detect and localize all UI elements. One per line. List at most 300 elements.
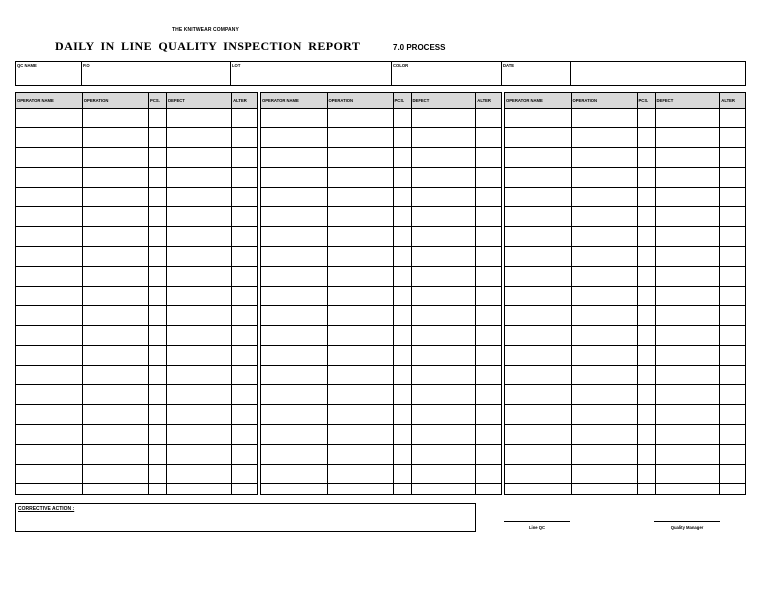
table-cell[interactable] xyxy=(637,187,655,207)
table-cell[interactable] xyxy=(16,385,82,405)
table-cell[interactable] xyxy=(261,385,327,405)
corrective-action-box[interactable] xyxy=(15,503,476,532)
table-cell[interactable] xyxy=(505,286,571,306)
table-cell[interactable] xyxy=(476,266,501,286)
table-cell[interactable] xyxy=(505,405,571,425)
table-cell[interactable] xyxy=(327,266,393,286)
table-cell[interactable] xyxy=(720,326,745,346)
table-cell[interactable] xyxy=(16,266,82,286)
table-cell[interactable] xyxy=(82,484,148,494)
table-cell[interactable] xyxy=(720,266,745,286)
table-cell[interactable] xyxy=(327,385,393,405)
table-cell[interactable] xyxy=(411,246,476,266)
table-cell[interactable] xyxy=(720,187,745,207)
table-cell[interactable] xyxy=(637,464,655,484)
table-cell[interactable] xyxy=(411,326,476,346)
table-cell[interactable] xyxy=(327,246,393,266)
table-cell[interactable] xyxy=(393,326,411,346)
table-cell[interactable] xyxy=(149,227,167,247)
table-cell[interactable] xyxy=(327,207,393,227)
table-cell[interactable] xyxy=(393,365,411,385)
table-cell[interactable] xyxy=(327,365,393,385)
table-cell[interactable] xyxy=(149,425,167,445)
table-cell[interactable] xyxy=(261,365,327,385)
table-cell[interactable] xyxy=(82,425,148,445)
table-cell[interactable] xyxy=(476,365,501,385)
table-cell[interactable] xyxy=(637,444,655,464)
table-cell[interactable] xyxy=(505,464,571,484)
table-cell[interactable] xyxy=(82,385,148,405)
table-cell[interactable] xyxy=(327,128,393,148)
table-cell[interactable] xyxy=(16,345,82,365)
table-cell[interactable] xyxy=(393,405,411,425)
table-cell[interactable] xyxy=(411,405,476,425)
table-cell[interactable] xyxy=(327,148,393,168)
table-cell[interactable] xyxy=(232,286,257,306)
table-cell[interactable] xyxy=(505,167,571,187)
table-cell[interactable] xyxy=(505,266,571,286)
table-cell[interactable] xyxy=(411,167,476,187)
table-cell[interactable] xyxy=(476,444,501,464)
table-cell[interactable] xyxy=(505,128,571,148)
table-cell[interactable] xyxy=(476,167,501,187)
table-cell[interactable] xyxy=(571,326,637,346)
table-cell[interactable] xyxy=(411,148,476,168)
table-cell[interactable] xyxy=(476,405,501,425)
table-cell[interactable] xyxy=(393,227,411,247)
table-cell[interactable] xyxy=(476,345,501,365)
table-cell[interactable] xyxy=(571,266,637,286)
table-cell[interactable] xyxy=(505,326,571,346)
table-cell[interactable] xyxy=(655,444,720,464)
table-cell[interactable] xyxy=(476,108,501,128)
table-cell[interactable] xyxy=(505,187,571,207)
table-cell[interactable] xyxy=(16,464,82,484)
color-field[interactable] xyxy=(392,62,502,85)
table-cell[interactable] xyxy=(82,266,148,286)
table-cell[interactable] xyxy=(411,286,476,306)
table-cell[interactable] xyxy=(261,405,327,425)
table-cell[interactable] xyxy=(327,425,393,445)
table-cell[interactable] xyxy=(720,405,745,425)
table-cell[interactable] xyxy=(232,128,257,148)
table-cell[interactable] xyxy=(232,187,257,207)
table-cell[interactable] xyxy=(393,464,411,484)
table-cell[interactable] xyxy=(393,286,411,306)
table-cell[interactable] xyxy=(655,187,720,207)
table-cell[interactable] xyxy=(476,246,501,266)
table-cell[interactable] xyxy=(411,207,476,227)
table-cell[interactable] xyxy=(232,425,257,445)
table-cell[interactable] xyxy=(393,148,411,168)
table-cell[interactable] xyxy=(505,207,571,227)
table-cell[interactable] xyxy=(476,227,501,247)
table-cell[interactable] xyxy=(393,385,411,405)
table-cell[interactable] xyxy=(637,484,655,494)
table-cell[interactable] xyxy=(16,286,82,306)
lot-field[interactable] xyxy=(231,62,392,85)
table-cell[interactable] xyxy=(149,306,167,326)
table-cell[interactable] xyxy=(167,385,232,405)
table-cell[interactable] xyxy=(149,187,167,207)
table-cell[interactable] xyxy=(232,227,257,247)
table-cell[interactable] xyxy=(261,464,327,484)
table-cell[interactable] xyxy=(411,227,476,247)
table-cell[interactable] xyxy=(655,167,720,187)
table-cell[interactable] xyxy=(261,108,327,128)
table-cell[interactable] xyxy=(476,385,501,405)
table-cell[interactable] xyxy=(411,385,476,405)
table-cell[interactable] xyxy=(637,167,655,187)
table-cell[interactable] xyxy=(720,345,745,365)
table-cell[interactable] xyxy=(149,207,167,227)
table-cell[interactable] xyxy=(720,286,745,306)
table-cell[interactable] xyxy=(655,108,720,128)
table-cell[interactable] xyxy=(505,227,571,247)
table-cell[interactable] xyxy=(411,266,476,286)
table-cell[interactable] xyxy=(720,108,745,128)
table-cell[interactable] xyxy=(327,108,393,128)
table-cell[interactable] xyxy=(571,227,637,247)
table-cell[interactable] xyxy=(16,246,82,266)
table-cell[interactable] xyxy=(82,365,148,385)
table-cell[interactable] xyxy=(655,484,720,494)
table-cell[interactable] xyxy=(16,405,82,425)
table-cell[interactable] xyxy=(82,405,148,425)
table-cell[interactable] xyxy=(232,246,257,266)
table-cell[interactable] xyxy=(82,148,148,168)
table-cell[interactable] xyxy=(327,405,393,425)
table-cell[interactable] xyxy=(571,207,637,227)
table-cell[interactable] xyxy=(149,286,167,306)
table-cell[interactable] xyxy=(327,286,393,306)
table-cell[interactable] xyxy=(637,345,655,365)
table-cell[interactable] xyxy=(655,385,720,405)
table-cell[interactable] xyxy=(82,227,148,247)
table-cell[interactable] xyxy=(393,484,411,494)
table-cell[interactable] xyxy=(505,425,571,445)
table-cell[interactable] xyxy=(82,326,148,346)
table-cell[interactable] xyxy=(232,464,257,484)
table-cell[interactable] xyxy=(571,246,637,266)
table-cell[interactable] xyxy=(167,207,232,227)
table-cell[interactable] xyxy=(327,227,393,247)
table-cell[interactable] xyxy=(232,167,257,187)
table-cell[interactable] xyxy=(476,326,501,346)
table-cell[interactable] xyxy=(571,286,637,306)
table-cell[interactable] xyxy=(327,187,393,207)
table-cell[interactable] xyxy=(261,286,327,306)
table-cell[interactable] xyxy=(232,306,257,326)
table-cell[interactable] xyxy=(655,425,720,445)
table-cell[interactable] xyxy=(261,484,327,494)
table-cell[interactable] xyxy=(637,286,655,306)
table-cell[interactable] xyxy=(167,167,232,187)
table-cell[interactable] xyxy=(167,365,232,385)
table-cell[interactable] xyxy=(393,108,411,128)
table-cell[interactable] xyxy=(393,306,411,326)
table-cell[interactable] xyxy=(167,444,232,464)
table-cell[interactable] xyxy=(232,326,257,346)
table-cell[interactable] xyxy=(720,128,745,148)
table-cell[interactable] xyxy=(720,365,745,385)
table-cell[interactable] xyxy=(476,187,501,207)
table-cell[interactable] xyxy=(655,345,720,365)
table-cell[interactable] xyxy=(720,227,745,247)
table-cell[interactable] xyxy=(16,484,82,494)
table-cell[interactable] xyxy=(82,286,148,306)
table-cell[interactable] xyxy=(16,365,82,385)
table-cell[interactable] xyxy=(720,444,745,464)
table-cell[interactable] xyxy=(232,207,257,227)
table-cell[interactable] xyxy=(82,444,148,464)
table-cell[interactable] xyxy=(232,108,257,128)
table-cell[interactable] xyxy=(655,286,720,306)
table-cell[interactable] xyxy=(16,326,82,346)
table-cell[interactable] xyxy=(327,444,393,464)
table-cell[interactable] xyxy=(393,167,411,187)
table-cell[interactable] xyxy=(505,385,571,405)
table-cell[interactable] xyxy=(149,484,167,494)
table-cell[interactable] xyxy=(82,246,148,266)
table-cell[interactable] xyxy=(505,148,571,168)
table-cell[interactable] xyxy=(571,128,637,148)
table-cell[interactable] xyxy=(167,246,232,266)
table-cell[interactable] xyxy=(720,306,745,326)
table-cell[interactable] xyxy=(393,444,411,464)
table-cell[interactable] xyxy=(16,227,82,247)
table-cell[interactable] xyxy=(149,345,167,365)
table-cell[interactable] xyxy=(149,108,167,128)
table-cell[interactable] xyxy=(261,444,327,464)
table-cell[interactable] xyxy=(82,464,148,484)
table-cell[interactable] xyxy=(232,385,257,405)
table-cell[interactable] xyxy=(261,345,327,365)
table-cell[interactable] xyxy=(571,187,637,207)
table-cell[interactable] xyxy=(16,207,82,227)
table-cell[interactable] xyxy=(261,207,327,227)
table-cell[interactable] xyxy=(505,306,571,326)
table-cell[interactable] xyxy=(411,484,476,494)
table-cell[interactable] xyxy=(637,207,655,227)
table-cell[interactable] xyxy=(505,484,571,494)
table-cell[interactable] xyxy=(82,167,148,187)
date-field[interactable] xyxy=(571,62,745,85)
table-cell[interactable] xyxy=(16,108,82,128)
table-cell[interactable] xyxy=(505,108,571,128)
table-cell[interactable] xyxy=(261,306,327,326)
table-cell[interactable] xyxy=(720,484,745,494)
table-cell[interactable] xyxy=(393,266,411,286)
table-cell[interactable] xyxy=(476,306,501,326)
table-cell[interactable] xyxy=(411,345,476,365)
table-cell[interactable] xyxy=(167,227,232,247)
table-cell[interactable] xyxy=(327,306,393,326)
table-cell[interactable] xyxy=(655,405,720,425)
table-cell[interactable] xyxy=(720,167,745,187)
table-cell[interactable] xyxy=(637,365,655,385)
table-cell[interactable] xyxy=(261,128,327,148)
table-cell[interactable] xyxy=(720,464,745,484)
table-cell[interactable] xyxy=(167,405,232,425)
table-cell[interactable] xyxy=(149,326,167,346)
table-cell[interactable] xyxy=(505,345,571,365)
table-cell[interactable] xyxy=(655,306,720,326)
table-cell[interactable] xyxy=(476,464,501,484)
table-cell[interactable] xyxy=(149,266,167,286)
table-cell[interactable] xyxy=(476,286,501,306)
table-cell[interactable] xyxy=(393,207,411,227)
table-cell[interactable] xyxy=(637,108,655,128)
table-cell[interactable] xyxy=(571,306,637,326)
table-cell[interactable] xyxy=(571,148,637,168)
table-cell[interactable] xyxy=(637,227,655,247)
table-cell[interactable] xyxy=(637,326,655,346)
table-cell[interactable] xyxy=(505,246,571,266)
table-cell[interactable] xyxy=(411,187,476,207)
table-cell[interactable] xyxy=(655,326,720,346)
table-cell[interactable] xyxy=(655,365,720,385)
table-cell[interactable] xyxy=(476,128,501,148)
table-cell[interactable] xyxy=(16,148,82,168)
table-cell[interactable] xyxy=(655,207,720,227)
table-cell[interactable] xyxy=(720,246,745,266)
table-cell[interactable] xyxy=(411,108,476,128)
table-cell[interactable] xyxy=(232,266,257,286)
table-cell[interactable] xyxy=(149,128,167,148)
table-cell[interactable] xyxy=(16,306,82,326)
table-cell[interactable] xyxy=(149,385,167,405)
table-cell[interactable] xyxy=(571,385,637,405)
table-cell[interactable] xyxy=(655,266,720,286)
table-cell[interactable] xyxy=(327,167,393,187)
table-cell[interactable] xyxy=(261,227,327,247)
po-field[interactable] xyxy=(82,62,231,85)
table-cell[interactable] xyxy=(82,108,148,128)
table-cell[interactable] xyxy=(149,246,167,266)
table-cell[interactable] xyxy=(82,207,148,227)
table-cell[interactable] xyxy=(720,385,745,405)
table-cell[interactable] xyxy=(411,306,476,326)
table-cell[interactable] xyxy=(16,425,82,445)
table-cell[interactable] xyxy=(232,405,257,425)
table-cell[interactable] xyxy=(637,425,655,445)
table-cell[interactable] xyxy=(571,444,637,464)
table-cell[interactable] xyxy=(232,484,257,494)
table-cell[interactable] xyxy=(261,326,327,346)
table-cell[interactable] xyxy=(16,128,82,148)
table-cell[interactable] xyxy=(149,365,167,385)
table-cell[interactable] xyxy=(82,128,148,148)
table-cell[interactable] xyxy=(261,187,327,207)
table-cell[interactable] xyxy=(476,207,501,227)
table-cell[interactable] xyxy=(476,484,501,494)
table-cell[interactable] xyxy=(393,128,411,148)
table-cell[interactable] xyxy=(476,425,501,445)
table-cell[interactable] xyxy=(637,266,655,286)
table-cell[interactable] xyxy=(393,187,411,207)
table-cell[interactable] xyxy=(167,326,232,346)
table-cell[interactable] xyxy=(327,484,393,494)
table-cell[interactable] xyxy=(167,148,232,168)
table-cell[interactable] xyxy=(571,464,637,484)
table-cell[interactable] xyxy=(167,266,232,286)
table-cell[interactable] xyxy=(167,464,232,484)
table-cell[interactable] xyxy=(149,444,167,464)
table-cell[interactable] xyxy=(82,306,148,326)
table-cell[interactable] xyxy=(167,286,232,306)
table-cell[interactable] xyxy=(637,128,655,148)
table-cell[interactable] xyxy=(149,148,167,168)
table-cell[interactable] xyxy=(261,425,327,445)
qc-name-field[interactable] xyxy=(16,62,82,85)
table-cell[interactable] xyxy=(637,405,655,425)
table-cell[interactable] xyxy=(393,246,411,266)
table-cell[interactable] xyxy=(637,385,655,405)
table-cell[interactable] xyxy=(571,167,637,187)
table-cell[interactable] xyxy=(261,266,327,286)
table-cell[interactable] xyxy=(261,148,327,168)
table-cell[interactable] xyxy=(720,207,745,227)
table-cell[interactable] xyxy=(393,345,411,365)
table-cell[interactable] xyxy=(655,246,720,266)
table-cell[interactable] xyxy=(720,425,745,445)
table-cell[interactable] xyxy=(327,326,393,346)
table-cell[interactable] xyxy=(232,345,257,365)
table-cell[interactable] xyxy=(261,246,327,266)
table-cell[interactable] xyxy=(82,345,148,365)
table-cell[interactable] xyxy=(411,425,476,445)
table-cell[interactable] xyxy=(476,148,501,168)
table-cell[interactable] xyxy=(149,405,167,425)
table-cell[interactable] xyxy=(327,345,393,365)
table-cell[interactable] xyxy=(232,444,257,464)
table-cell[interactable] xyxy=(571,345,637,365)
table-cell[interactable] xyxy=(637,148,655,168)
table-cell[interactable] xyxy=(505,444,571,464)
table-cell[interactable] xyxy=(149,167,167,187)
table-cell[interactable] xyxy=(571,425,637,445)
table-cell[interactable] xyxy=(16,167,82,187)
table-cell[interactable] xyxy=(571,365,637,385)
table-cell[interactable] xyxy=(149,464,167,484)
table-cell[interactable] xyxy=(411,464,476,484)
table-cell[interactable] xyxy=(82,187,148,207)
table-cell[interactable] xyxy=(655,148,720,168)
table-cell[interactable] xyxy=(571,484,637,494)
table-cell[interactable] xyxy=(167,484,232,494)
table-cell[interactable] xyxy=(167,187,232,207)
table-cell[interactable] xyxy=(505,365,571,385)
table-cell[interactable] xyxy=(655,128,720,148)
table-cell[interactable] xyxy=(16,444,82,464)
table-cell[interactable] xyxy=(720,148,745,168)
table-cell[interactable] xyxy=(167,306,232,326)
table-cell[interactable] xyxy=(655,227,720,247)
table-cell[interactable] xyxy=(327,464,393,484)
table-cell[interactable] xyxy=(637,246,655,266)
table-cell[interactable] xyxy=(167,108,232,128)
table-cell[interactable] xyxy=(411,444,476,464)
table-cell[interactable] xyxy=(393,425,411,445)
table-cell[interactable] xyxy=(571,405,637,425)
table-cell[interactable] xyxy=(637,306,655,326)
table-cell[interactable] xyxy=(167,345,232,365)
table-cell[interactable] xyxy=(411,128,476,148)
table-cell[interactable] xyxy=(571,108,637,128)
table-cell[interactable] xyxy=(232,148,257,168)
table-cell[interactable] xyxy=(16,187,82,207)
